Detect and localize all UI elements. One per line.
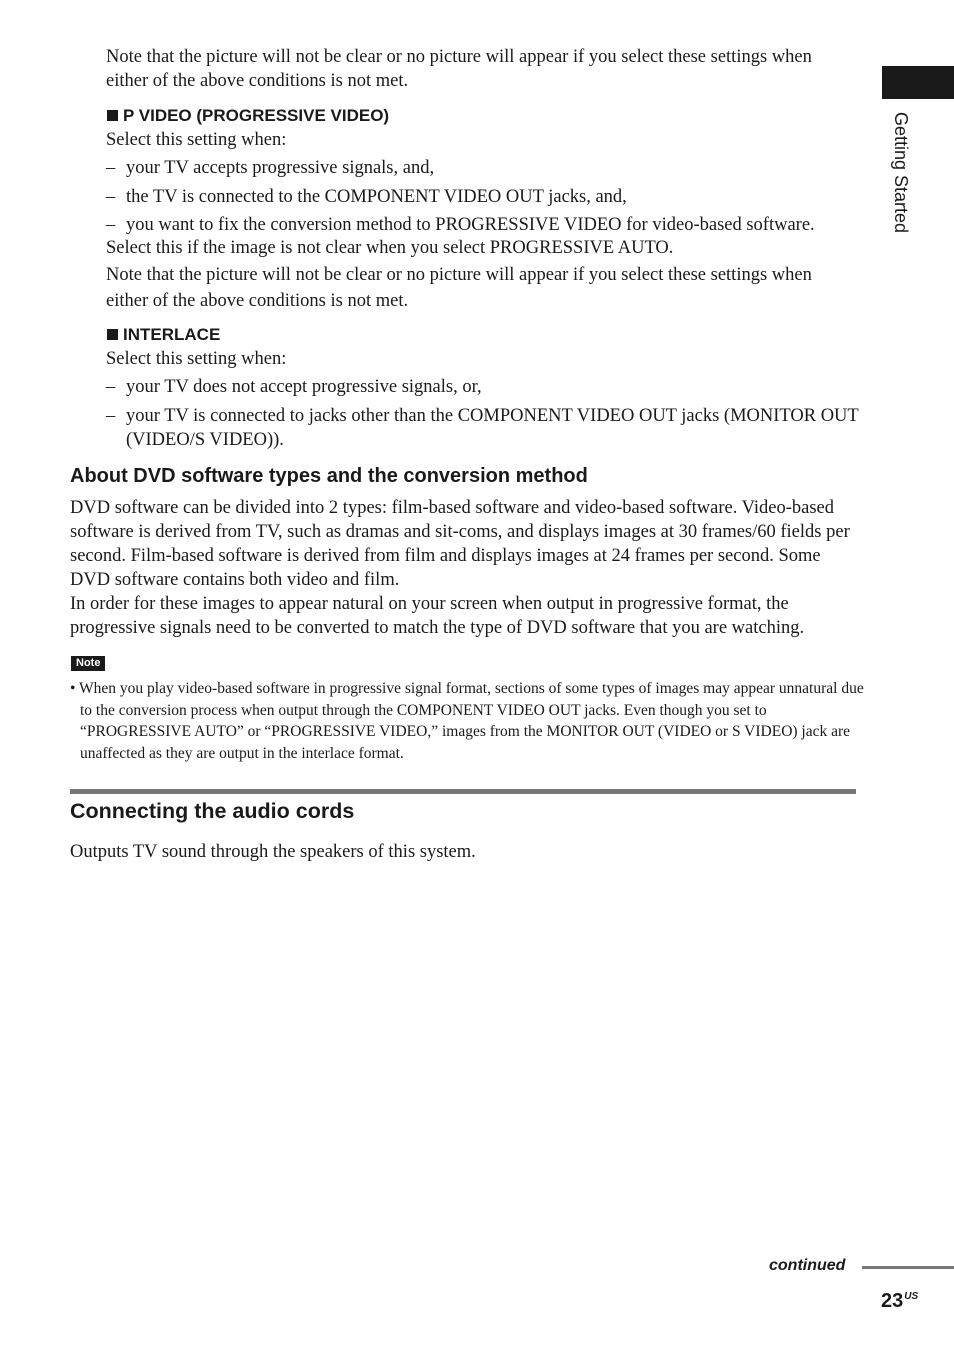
dash-glyph: –: [106, 406, 116, 426]
p-video-item-text: the TV is connected to the COMPONENT VIDEO OUT jacks, and,: [126, 187, 627, 207]
intro-note: Note that the picture will not be clear or no picture will appear if you select these settings when either of the above conditions is not met.: [106, 47, 812, 91]
about-paragraph: DVD software can be divided into 2 types: film-based software and video-based software. Video-based software is derived from TV, such as dramas and sit-coms, and displays images at 30 frames/60 fields per second. Film-based software is derived from film and displays images at 24 frames per second. Some DVD software contains both video and film.: [70, 498, 850, 590]
page-number: [881, 1285, 918, 1313]
audio-heading: Connecting the audio cords: [70, 799, 355, 823]
audio-text: Outputs TV sound through the speakers of this system.: [70, 842, 476, 862]
about-heading: About DVD software types and the conversion method: [70, 465, 588, 487]
page-number-suffix: US: [904, 1291, 919, 1302]
note-text: • When you play video-based software in progressive signal format, sections of some types of images may appear unnatural due to the conversion process when output through the COMPONENT VIDEO OUT jacks. Even though you set to “PROGRESSIVE AUTO” or “PROGRESSIVE VIDEO,” images from the MONITOR OUT (VIDEO or S VIDEO) jack are unaffected as they are output in the interlace format.: [70, 680, 864, 763]
about-paragraph: In order for these images to appear natural on your screen when output in progressive format, the progressive signals need to be converted to match the type of DVD software that you are watching.: [70, 594, 805, 638]
p-video-heading: [107, 106, 389, 126]
p-video-item: [106, 156, 886, 180]
dash-glyph: –: [106, 215, 116, 235]
section-divider: [70, 789, 856, 794]
continued-line: [862, 1266, 954, 1269]
dash-glyph: –: [106, 377, 116, 397]
interlace-item: [106, 375, 886, 399]
square-bullet-icon: [107, 329, 118, 340]
dash-glyph: –: [106, 158, 116, 178]
p-video-note: Note that the picture will not be clear or no picture will appear if you select these settings when either of the above conditions is not met.: [106, 265, 812, 311]
p-video-item-text: you want to fix the conversion method to PROGRESSIVE VIDEO for video-based software.: [126, 215, 815, 235]
p-video-item-text: your TV accepts progressive signals, and,: [126, 158, 435, 178]
p-video-lead: Select this setting when:: [106, 130, 287, 150]
p-video-after: Select this if the image is not clear when you select PROGRESSIVE AUTO.: [106, 238, 674, 258]
dash-glyph: –: [106, 187, 116, 207]
p-video-heading-text: P VIDEO (PROGRESSIVE VIDEO): [123, 106, 390, 125]
interlace-item: [106, 404, 886, 452]
interlace-item-text: your TV does not accept progressive signals, or,: [126, 377, 482, 397]
p-video-item: [106, 185, 886, 209]
side-tab-label: Getting Started: [891, 112, 911, 234]
continued-label: continued: [769, 1257, 846, 1274]
interlace-heading-text: INTERLACE: [123, 325, 221, 344]
interlace-heading: [107, 325, 220, 345]
page-number-value: 23: [881, 1290, 904, 1312]
interlace-lead: Select this setting when:: [106, 349, 287, 369]
note-badge: Note: [71, 656, 105, 671]
p-video-item: [106, 213, 886, 237]
interlace-item-text: your TV is connected to jacks other than the COMPONENT VIDEO OUT jacks (MONITOR OUT (VIDEO/S VIDEO)).: [126, 406, 859, 450]
square-bullet-icon: [107, 110, 118, 121]
side-tab-marker: [882, 66, 954, 99]
